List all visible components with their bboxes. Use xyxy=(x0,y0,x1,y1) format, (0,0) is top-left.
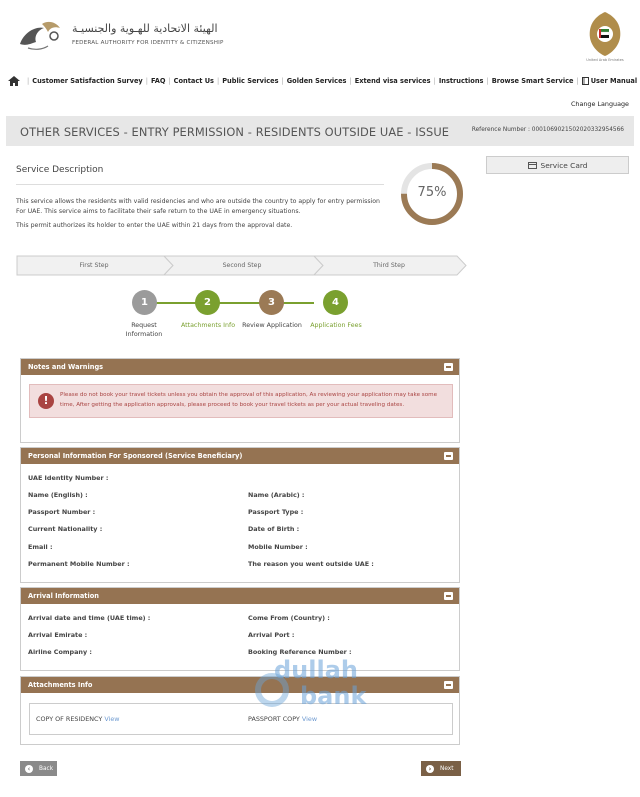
nav-customer-survey[interactable]: Customer Satisfaction Survey xyxy=(32,77,143,85)
logo-english-text: FEDERAL AUTHORITY FOR IDENTITY & CITIZENSHIP xyxy=(72,40,224,46)
name-english: Name (English) : xyxy=(28,491,88,499)
next-button[interactable] xyxy=(421,761,461,776)
stage-label-4: Application Fees xyxy=(310,322,362,329)
change-language-link[interactable]: Change Language xyxy=(570,100,629,108)
passport-type: Passport Type : xyxy=(248,508,304,516)
attachments-panel-header[interactable] xyxy=(21,677,459,693)
back-label: Back xyxy=(39,765,54,772)
card-icon xyxy=(528,162,537,169)
notes-panel xyxy=(20,358,460,443)
passport-number: Passport Number : xyxy=(28,508,96,516)
notes-panel-header[interactable] xyxy=(21,359,459,375)
step-first[interactable]: First Step xyxy=(79,262,109,269)
divider xyxy=(16,184,384,185)
page-title-bar xyxy=(6,116,634,146)
warning-text: Please do not book your travel tickets unless you obtain the approval of this application, As reviewing your application may take some time, After getting the application approvals, please proceed to book your travel tickets as per your actual traveling dates. xyxy=(60,392,438,408)
nav-public-services[interactable]: Public Services xyxy=(222,77,279,85)
nav-instructions[interactable]: Instructions xyxy=(438,77,484,85)
nav-golden-services[interactable]: Golden Services xyxy=(286,77,347,85)
step-second[interactable]: Second Step xyxy=(222,262,262,269)
service-card-button[interactable] xyxy=(486,156,629,174)
svg-text:dullah: dullah xyxy=(274,656,358,684)
nav-contact-us[interactable]: Contact Us xyxy=(173,77,214,85)
logo-arabic-text: الهيئة الاتحادية للهـوية والجنسيـة xyxy=(72,22,218,35)
reference-number: Reference Number : 0001069021502020332954566 xyxy=(471,127,624,133)
attachments-list xyxy=(29,703,453,735)
arrow-right-icon: › xyxy=(426,765,434,773)
reason-outside-uae: The reason you went outside UAE : xyxy=(248,560,374,568)
arrival-port: Arrival Port : xyxy=(248,631,295,639)
svg-text:bank: bank xyxy=(300,682,367,710)
attachment-passport xyxy=(248,715,317,723)
stage-circle-1[interactable]: 1 xyxy=(132,290,157,315)
page-title: OTHER SERVICES - ENTRY PERMISSION - RESIDENTS OUTSIDE UAE - ISSUE xyxy=(20,125,450,139)
uae-identity-number: UAE Identity Number : xyxy=(28,474,109,482)
collapse-icon[interactable] xyxy=(444,592,453,600)
current-nationality: Current Nationality : xyxy=(28,525,103,533)
next-label: Next xyxy=(440,765,454,772)
step-third[interactable]: Third Step xyxy=(373,262,405,269)
personal-info-panel xyxy=(20,447,460,583)
progress-percent: 75% xyxy=(417,185,447,200)
nav-user-manual[interactable]: User Manual xyxy=(590,77,638,85)
site-header xyxy=(0,0,640,68)
uae-emblem-icon xyxy=(584,8,626,58)
nav-browse-smart[interactable]: Browse Smart Service xyxy=(491,77,574,85)
emblem-caption: United Arab Emirates xyxy=(586,58,624,62)
airline-company: Airline Company : xyxy=(28,648,92,656)
arrival-date-time: Arrival date and time (UAE time) : xyxy=(28,614,151,622)
date-of-birth: Date of Birth : xyxy=(248,525,300,533)
stage-label-2: Attachments Info xyxy=(180,322,236,329)
email: Email : xyxy=(28,543,53,551)
collapse-icon[interactable] xyxy=(444,681,453,689)
arrival-panel-header[interactable] xyxy=(21,588,459,604)
watermark-logo xyxy=(252,654,388,710)
notes-heading: Notes and Warnings xyxy=(28,363,104,371)
service-card-label: Service Card xyxy=(540,160,588,170)
arrival-heading: Arrival Information xyxy=(28,592,99,600)
attachment-residency xyxy=(36,715,120,723)
view-passport-link[interactable]: View xyxy=(301,715,318,723)
arrival-emirate: Arrival Emirate : xyxy=(28,631,88,639)
federal-authority-logo[interactable] xyxy=(14,14,64,54)
attachment-residency-label: COPY OF RESIDENCY xyxy=(36,715,103,723)
stage-circle-4[interactable]: 4 xyxy=(323,290,348,315)
nav-extend-visa[interactable]: Extend visa services xyxy=(354,77,431,85)
exclamation-icon: ! xyxy=(38,393,54,409)
home-icon[interactable] xyxy=(8,76,20,86)
stage-label-3: Review Application xyxy=(242,322,302,329)
come-from-country: Come From (Country) : xyxy=(248,614,330,622)
view-residency-link[interactable]: View xyxy=(104,715,120,723)
mobile-number: Mobile Number : xyxy=(248,543,308,551)
collapse-icon[interactable] xyxy=(444,452,453,460)
attachments-heading: Attachments Info xyxy=(28,681,93,689)
nav-faq[interactable]: FAQ xyxy=(150,77,166,85)
warning-alert xyxy=(29,384,453,418)
collapse-icon[interactable] xyxy=(444,363,453,371)
personal-panel-header[interactable] xyxy=(21,448,459,464)
stage-circle-3[interactable]: 3 xyxy=(259,290,284,315)
name-arabic: Name (Arabic) : xyxy=(248,491,305,499)
back-button[interactable] xyxy=(20,761,57,776)
top-navigation: | Customer Satisfaction Survey | FAQ | Contact Us | Public Services | Golden Services | Extend visa services | Instructions | Browse Smart Service | User Manual xyxy=(8,74,637,88)
service-description-heading: Service Description xyxy=(16,165,104,175)
service-description-text: This service allows the residents with valid residencies and who are outside the country to apply for entry permission For UAE. This service aims to facilitate their safe return to the UAE in emergency situations. xyxy=(16,198,380,215)
arrow-left-icon: ‹ xyxy=(25,765,33,773)
stage-circle-2[interactable]: 2 xyxy=(195,290,220,315)
arrival-info-panel xyxy=(20,587,460,671)
service-description-validity: This permit authorizes its holder to enter the UAE within 21 days from the approval date. xyxy=(16,222,293,229)
attachments-panel xyxy=(20,676,460,745)
stage-connector xyxy=(154,302,314,304)
stage-label-1: Request Information xyxy=(125,322,163,338)
book-icon xyxy=(582,77,589,85)
booking-reference: Booking Reference Number : xyxy=(248,648,352,656)
personal-heading: Personal Information For Sponsored (Service Beneficiary) xyxy=(28,452,243,460)
attachment-passport-label: PASSPORT COPY xyxy=(248,715,300,723)
permanent-mobile-number: Permanent Mobile Number : xyxy=(28,560,130,568)
wizard-steps-bar xyxy=(16,255,468,276)
